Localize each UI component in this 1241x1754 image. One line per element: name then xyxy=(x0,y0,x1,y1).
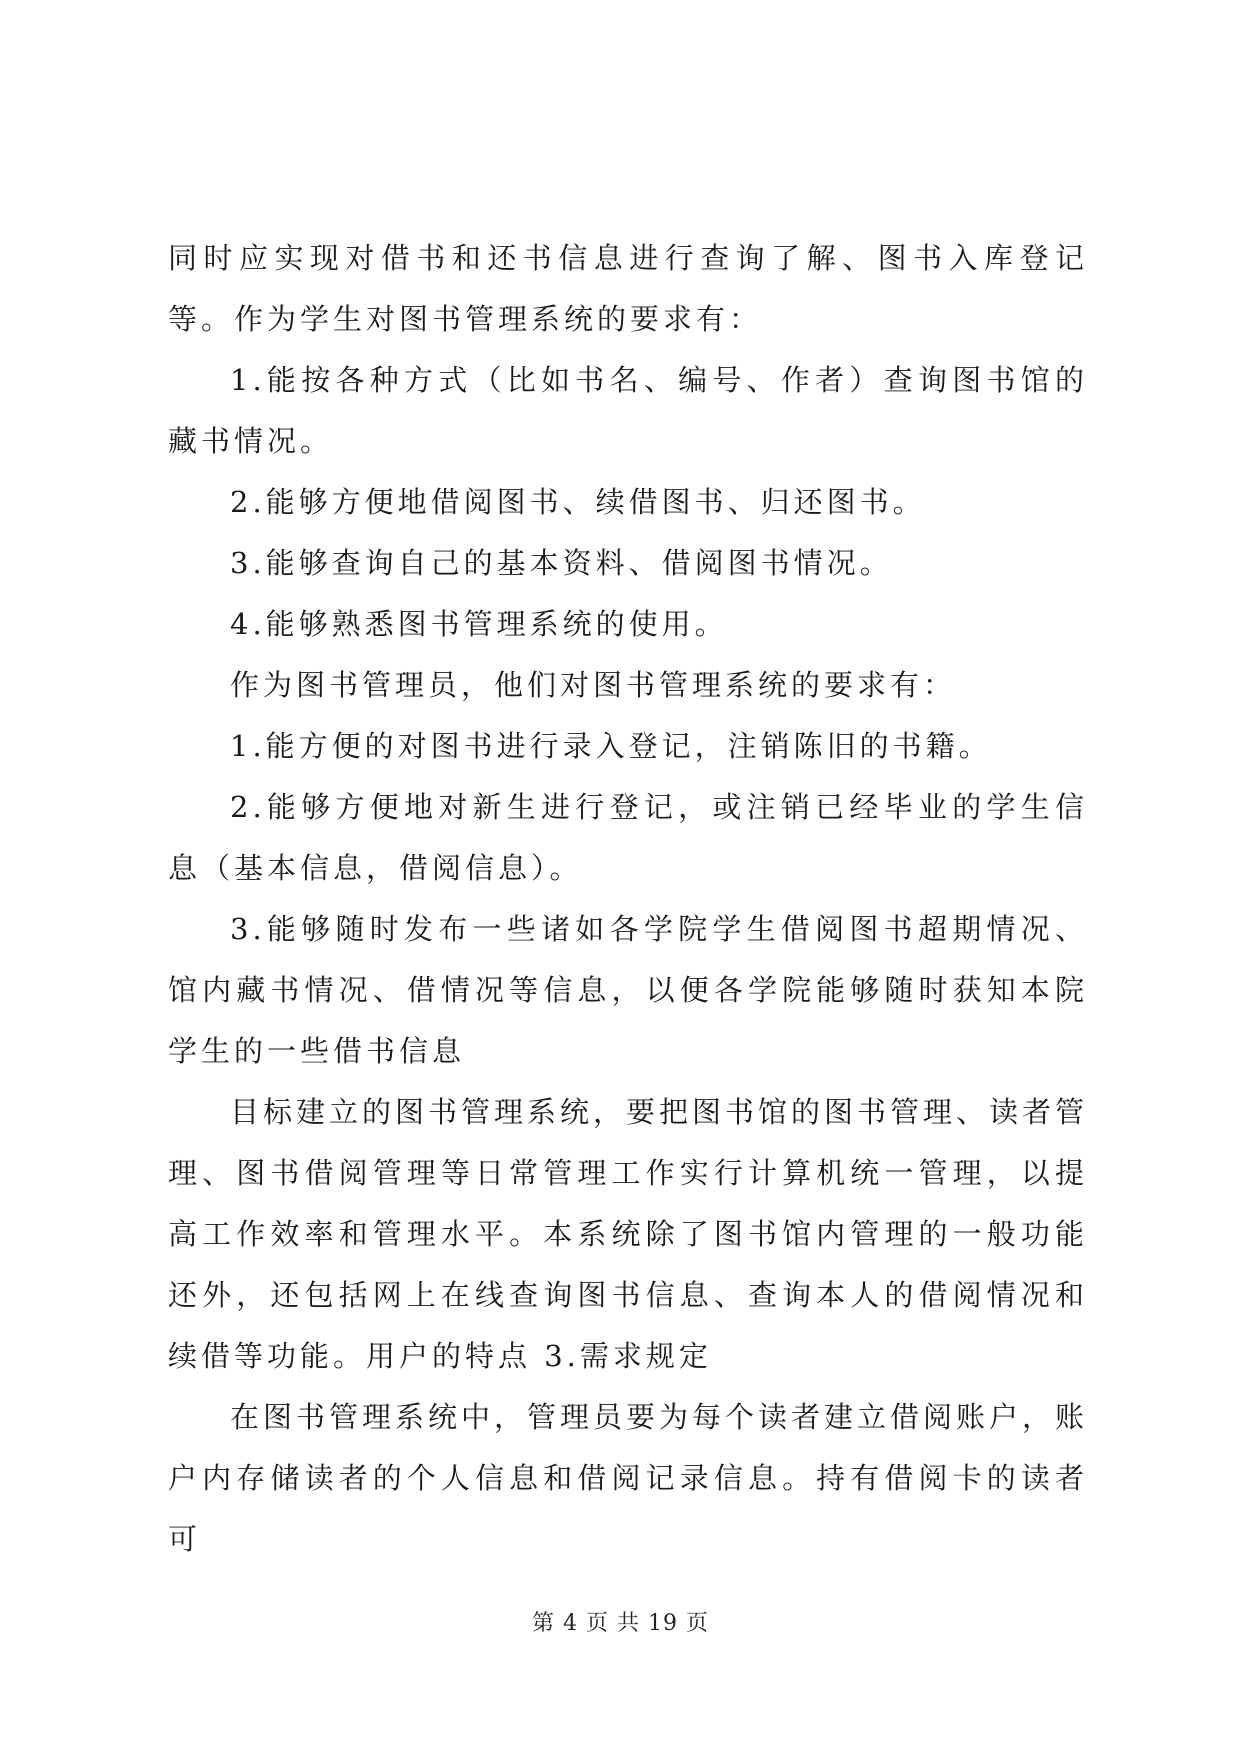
paragraph: 3.能够查询自己的基本资料、借阅图书情况。 xyxy=(230,546,893,580)
page-number-footer: 第 4 页 共 19 页 xyxy=(532,1611,709,1636)
paragraph: 4.能够熟悉图书管理系统的使用。 xyxy=(230,607,728,641)
paragraph: 1.能方便的对图书进行录入登记，注销陈旧的书籍。 xyxy=(230,729,992,763)
paragraph: 1.能按各种方式（比如书名、编号、作者）查询图书馆的藏书情况。 xyxy=(168,363,1088,458)
paragraph: 在图书管理系统中，管理员要为每个读者建立借阅账户，账户内存储读者的个人信息和借阅记录信息。持有借阅卡的读者可 xyxy=(168,1400,1089,1556)
paragraph: 2.能够方便地对新生进行登记，或注销已经毕业的学生信息（基本信息，借阅信息）。 xyxy=(168,790,1088,885)
paragraph: 2.能够方便地借阅图书、续借图书、归还图书。 xyxy=(230,485,926,519)
document-body xyxy=(168,228,1088,1570)
paragraph: 目标建立的图书管理系统，要把图书馆的图书管理、读者管理、图书借阅管理等日常管理工作实行计算机统一管理，以提高工作效率和管理水平。本系统除了图书馆内管理的一般功能还外，还包括网上在线查询图书信息、查询本人的借阅情况和续借等功能。用户的特点 3.需求规定 xyxy=(168,1095,1089,1373)
paragraph: 同时应实现对借书和还书信息进行查询了解、图书入库登记等。作为学生对图书管理系统的要求有： xyxy=(168,241,1088,336)
paragraph: 3.能够随时发布一些诸如各学院学生借阅图书超期情况、馆内藏书情况、借情况等信息，以便各学院能够随时获知本院学生的一些借书信息 xyxy=(168,912,1088,1068)
paragraph: 作为图书管理员，他们对图书管理系统的要求有： xyxy=(230,668,957,702)
